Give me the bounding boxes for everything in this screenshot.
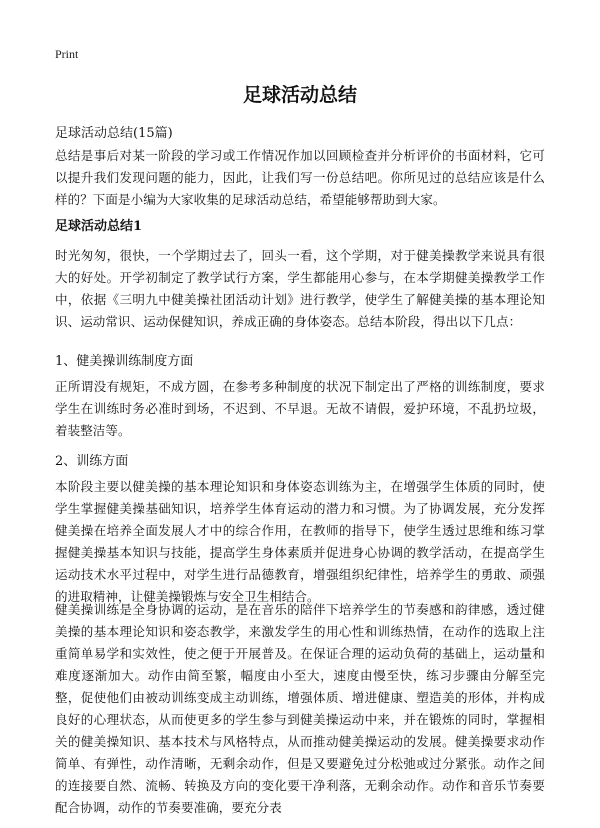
subsection-heading-rules: 1、健美操训练制度方面: [55, 354, 194, 369]
intro-paragraph: 总结是事后对某一阶段的学习或工作情况作加以回顾检查并分析评价的书面材料，它可以提升我们发现问题的能力，因此，让我们写一份总结吧。你所见过的总结应该是什么样的？下面是小编为大家收集的足球活动总结，希望能够帮助到大家。: [55, 148, 545, 207]
training-paragraph-1: 本阶段主要以健美操的基本理论知识和身体姿态训练为主，在增强学生体质的同时，使学生掌握健美操基础知识，培养学生体育运动的潜力和习惯。为了协调发展，充分发挥健美操在培养全面发展人才中的综合作用，在教师的指导下，使学生透过思维和练习掌握健美操基本知识与技能，提高学生身体素质并促进身心协调的教学活动，在提高学生运动技术水平过程中，对学生进行品德教育，增强组织纪律性，培养学生的勇敢、顽强的进取精神，让健美操锻炼与安全卫生相结合。: [55, 479, 545, 604]
section-heading: 足球活动总结1: [55, 219, 143, 234]
document-subtitle: 足球活动总结(15篇): [55, 126, 173, 141]
subsection-heading-training: 2、训练方面: [55, 454, 129, 469]
print-link[interactable]: Print: [55, 47, 79, 61]
training-paragraph-2: 健美操训练是全身协调的运动，是在音乐的陪伴下培养学生的节奏感和韵律感，透过健美操的基本理论知识和姿态教学，来激发学生的用心性和训练热情，在动作的选取上注重简单易学和实效性，使之便于开展普及。在保证合理的运动负荷的基础上，运动量和难度逐渐加大。动作由简至繁，幅度由小至大，速度由慢至快，练习步骤由分解至完整，促使他们由被动训练变成主动训练，增强体质、增进健康、塑造美的形体，并构成良好的心理状态，从而使更多的学生参与到健美操运动中来，并在锻炼的同时，掌握相关的健美操知识、基本技术与风格特点，从而推动健美操运动的发展。健美操要求动作简单、有弹性，动作清晰，无剩余动作，但是又要避免过分松弛或过分紧张。动作之间的连接要自然、流畅、转换及方向的变化要干净利落，无剩余动作。动作和音乐节奏要配合协调，动作的节奏要准确，要充分表: [55, 602, 545, 815]
rules-paragraph: 正所谓没有规矩，不成方圆，在参考多种制度的状况下制定出了严格的训练制度，要求学生在训练时务必准时到场，不迟到、不早退。无故不请假，爱护环境，不乱扔垃圾，着装整洁等。: [55, 379, 545, 438]
page-title: 足球活动总结: [242, 84, 357, 106]
section1-paragraph: 时光匆匆，很快，一个学期过去了，回头一看，这个学期，对于健美操教学来说具有很大的好处。开学初制定了教学试行方案，学生都能用心参与，在本学期健美操教学工作中，依据《三明九中健美操社团活动计划》进行教学，使学生了解健美操的基本理论知识、运动常识、运动保健知识，养成正确的身体姿态。总结本阶段，得出以下几点：: [55, 248, 545, 329]
